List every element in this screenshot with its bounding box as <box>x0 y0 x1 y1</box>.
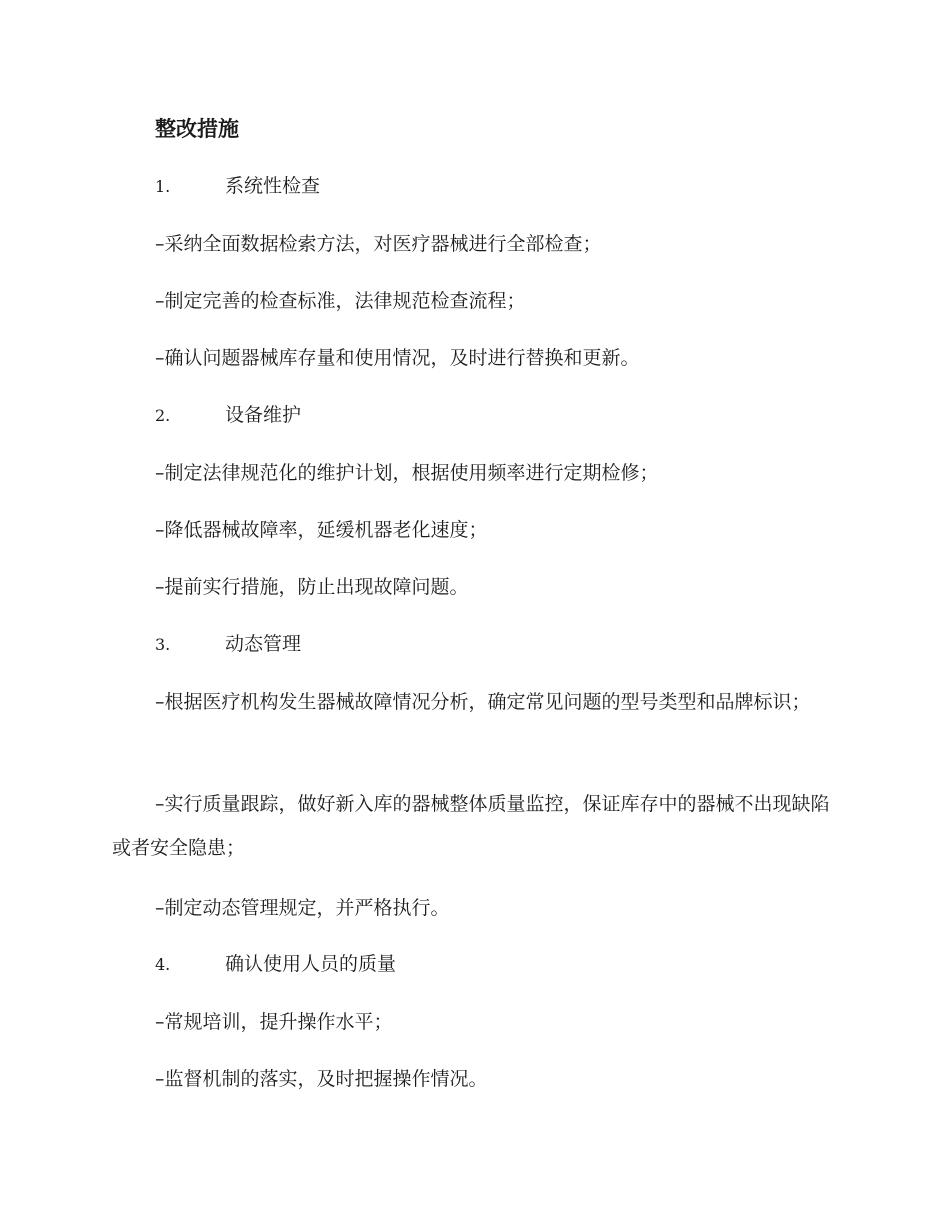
document-title: 整改措施 <box>155 117 239 141</box>
section-heading-text: 动态管理 <box>225 633 302 655</box>
list-item: –监督机制的落实，及时把握操作情况。 <box>155 1068 488 1090</box>
list-item: –制定法律规范化的维护计划，根据使用频率进行定期检修； <box>155 462 659 484</box>
paragraph-text: –实行质量跟踪，做好新入库的器械整体质量监控，保证库存中的器械不出现缺陷或者安全隐患； <box>112 793 830 859</box>
section-heading-text: 设备维护 <box>225 404 302 426</box>
section-number: 4. <box>155 955 171 974</box>
section-number: 2. <box>155 406 171 425</box>
section-number: 3. <box>155 635 171 654</box>
section-number: 1. <box>155 177 171 196</box>
section-heading-2 <box>155 400 301 431</box>
list-item: –常规培训，提升操作水平； <box>155 1011 393 1033</box>
paragraph-item <box>112 680 832 724</box>
list-item: –制定完善的检查标准，法律规范检查流程； <box>155 290 526 312</box>
list-item: –降低器械故障率，延缓机器老化速度； <box>155 519 488 541</box>
section-heading-1 <box>155 171 320 202</box>
paragraph-item <box>112 782 832 870</box>
list-item: –制定动态管理规定，并严格执行。 <box>155 897 450 919</box>
section-heading-text: 确认使用人员的质量 <box>225 953 397 975</box>
section-heading-4 <box>155 949 396 980</box>
section-heading-3 <box>155 629 301 660</box>
section-heading-text: 系统性检查 <box>225 175 321 197</box>
list-item: –提前实行措施，防止出现故障问题。 <box>155 576 469 598</box>
list-item: –采纳全面数据检索方法，对医疗器械进行全部检查； <box>155 233 602 255</box>
paragraph-text: –根据医疗机构发生器械故障情况分析，确定常见问题的型号类型和品牌标识； <box>155 691 811 713</box>
list-item: –确认问题器械库存量和使用情况，及时进行替换和更新。 <box>155 347 640 369</box>
